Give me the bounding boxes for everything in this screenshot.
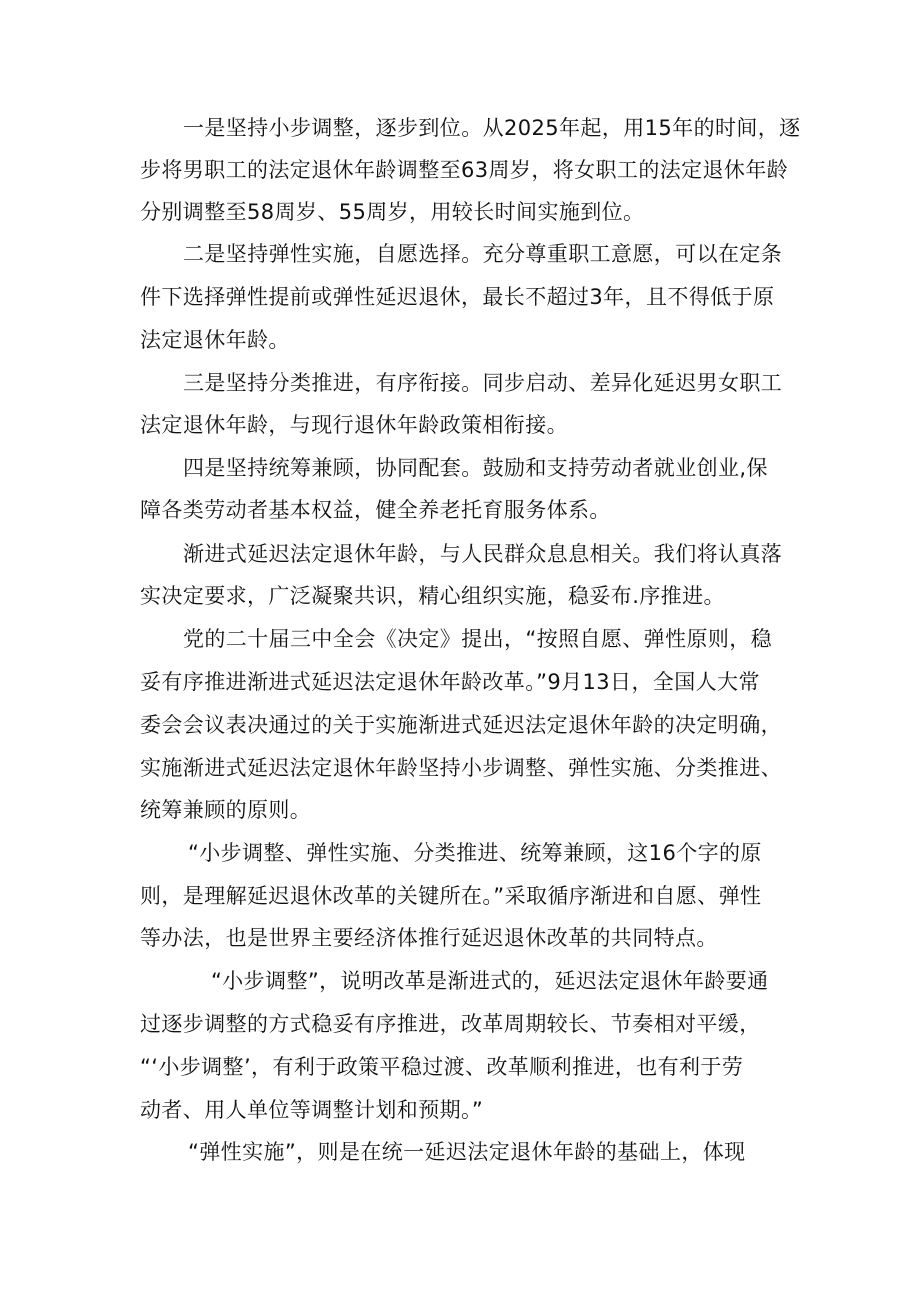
text-line: 一是坚持小步调整，逐步到位。从2025年起，用15年的时间，逐 [183,116,801,140]
text-line: “‘小步调整’，有利于政策平稳过渡、改革顺利推进，也有利于劳 [140,1055,744,1079]
text-line: 委会会议表决通过的关于实施渐进式延迟法定退休年龄的决定明确， [140,713,782,737]
text-line: 妥有序推进渐进式延迟法定退休年龄改革。”9月13日，全国人大常 [140,670,760,694]
text-line: 步将男职工的法定退休年龄调整至63周岁，将女职工的法定退休年龄 [140,158,789,182]
text-line: 二是坚持弹性实施，自愿选择。充分尊重职工意愿，可以在定条 [183,242,783,266]
text-line: 分别调整至58周岁、55周岁，用较长时间实施到位。 [140,200,645,224]
text-line: “小步调整”，说明改革是渐进式的，延迟法定退休年龄要通 [211,969,769,993]
text-line: 实决定要求，广泛凝聚共识，精心组织实施，稳妥布.序推进。 [140,584,725,608]
text-line: 党的二十届三中全会《决定》提出，“按照自愿、弹性原则，稳 [183,627,773,651]
text-line: 动者、用人单位等调整计划和预期。” [140,1098,484,1122]
text-line: 渐进式延迟法定退休年龄，与人民群众息息相关。我们将认真落 [183,542,783,566]
text-line: 障各类劳动者基本权益，健全养老托育服务体系。 [140,498,611,522]
text-line: 件下选择弹性提前或弹性延迟退休，最长不超过3年，且不得低于原 [140,285,775,309]
text-line: 法定退休年龄。 [140,328,290,352]
text-line: “弹性实施”，则是在统一延迟法定退休年龄的基础上，体现 [188,1140,746,1164]
text-line: 法定退休年龄，与现行退休年龄政策相衔接。 [140,413,568,437]
text-line: 则，是理解延迟退休改革的关键所在。”采取循序渐进和自愿、弹性 [140,884,762,908]
text-line: “小步调整、弹性实施、分类推进、统筹兼顾，这16个字的原 [188,841,762,865]
text-line: 三是坚持分类推进，有序衔接。同步启动、差异化延迟男女职工 [183,371,783,395]
text-line: 四是坚持统筹兼顾，协同配套。鼓励和支持劳动者就业创业,保 [183,456,768,480]
text-line: 统筹兼顾的原则。 [140,798,312,822]
text-line: 实施渐进式延迟法定退休年龄坚持小步调整、弹性实施、分类推进、 [140,756,782,780]
text-line: 过逐步调整的方式稳妥有序推进，改革周期较长、节奏相对平缓， [140,1012,761,1036]
text-line: 等办法，也是世界主要经济体推行延迟退休改革的共同特点。 [140,926,718,950]
